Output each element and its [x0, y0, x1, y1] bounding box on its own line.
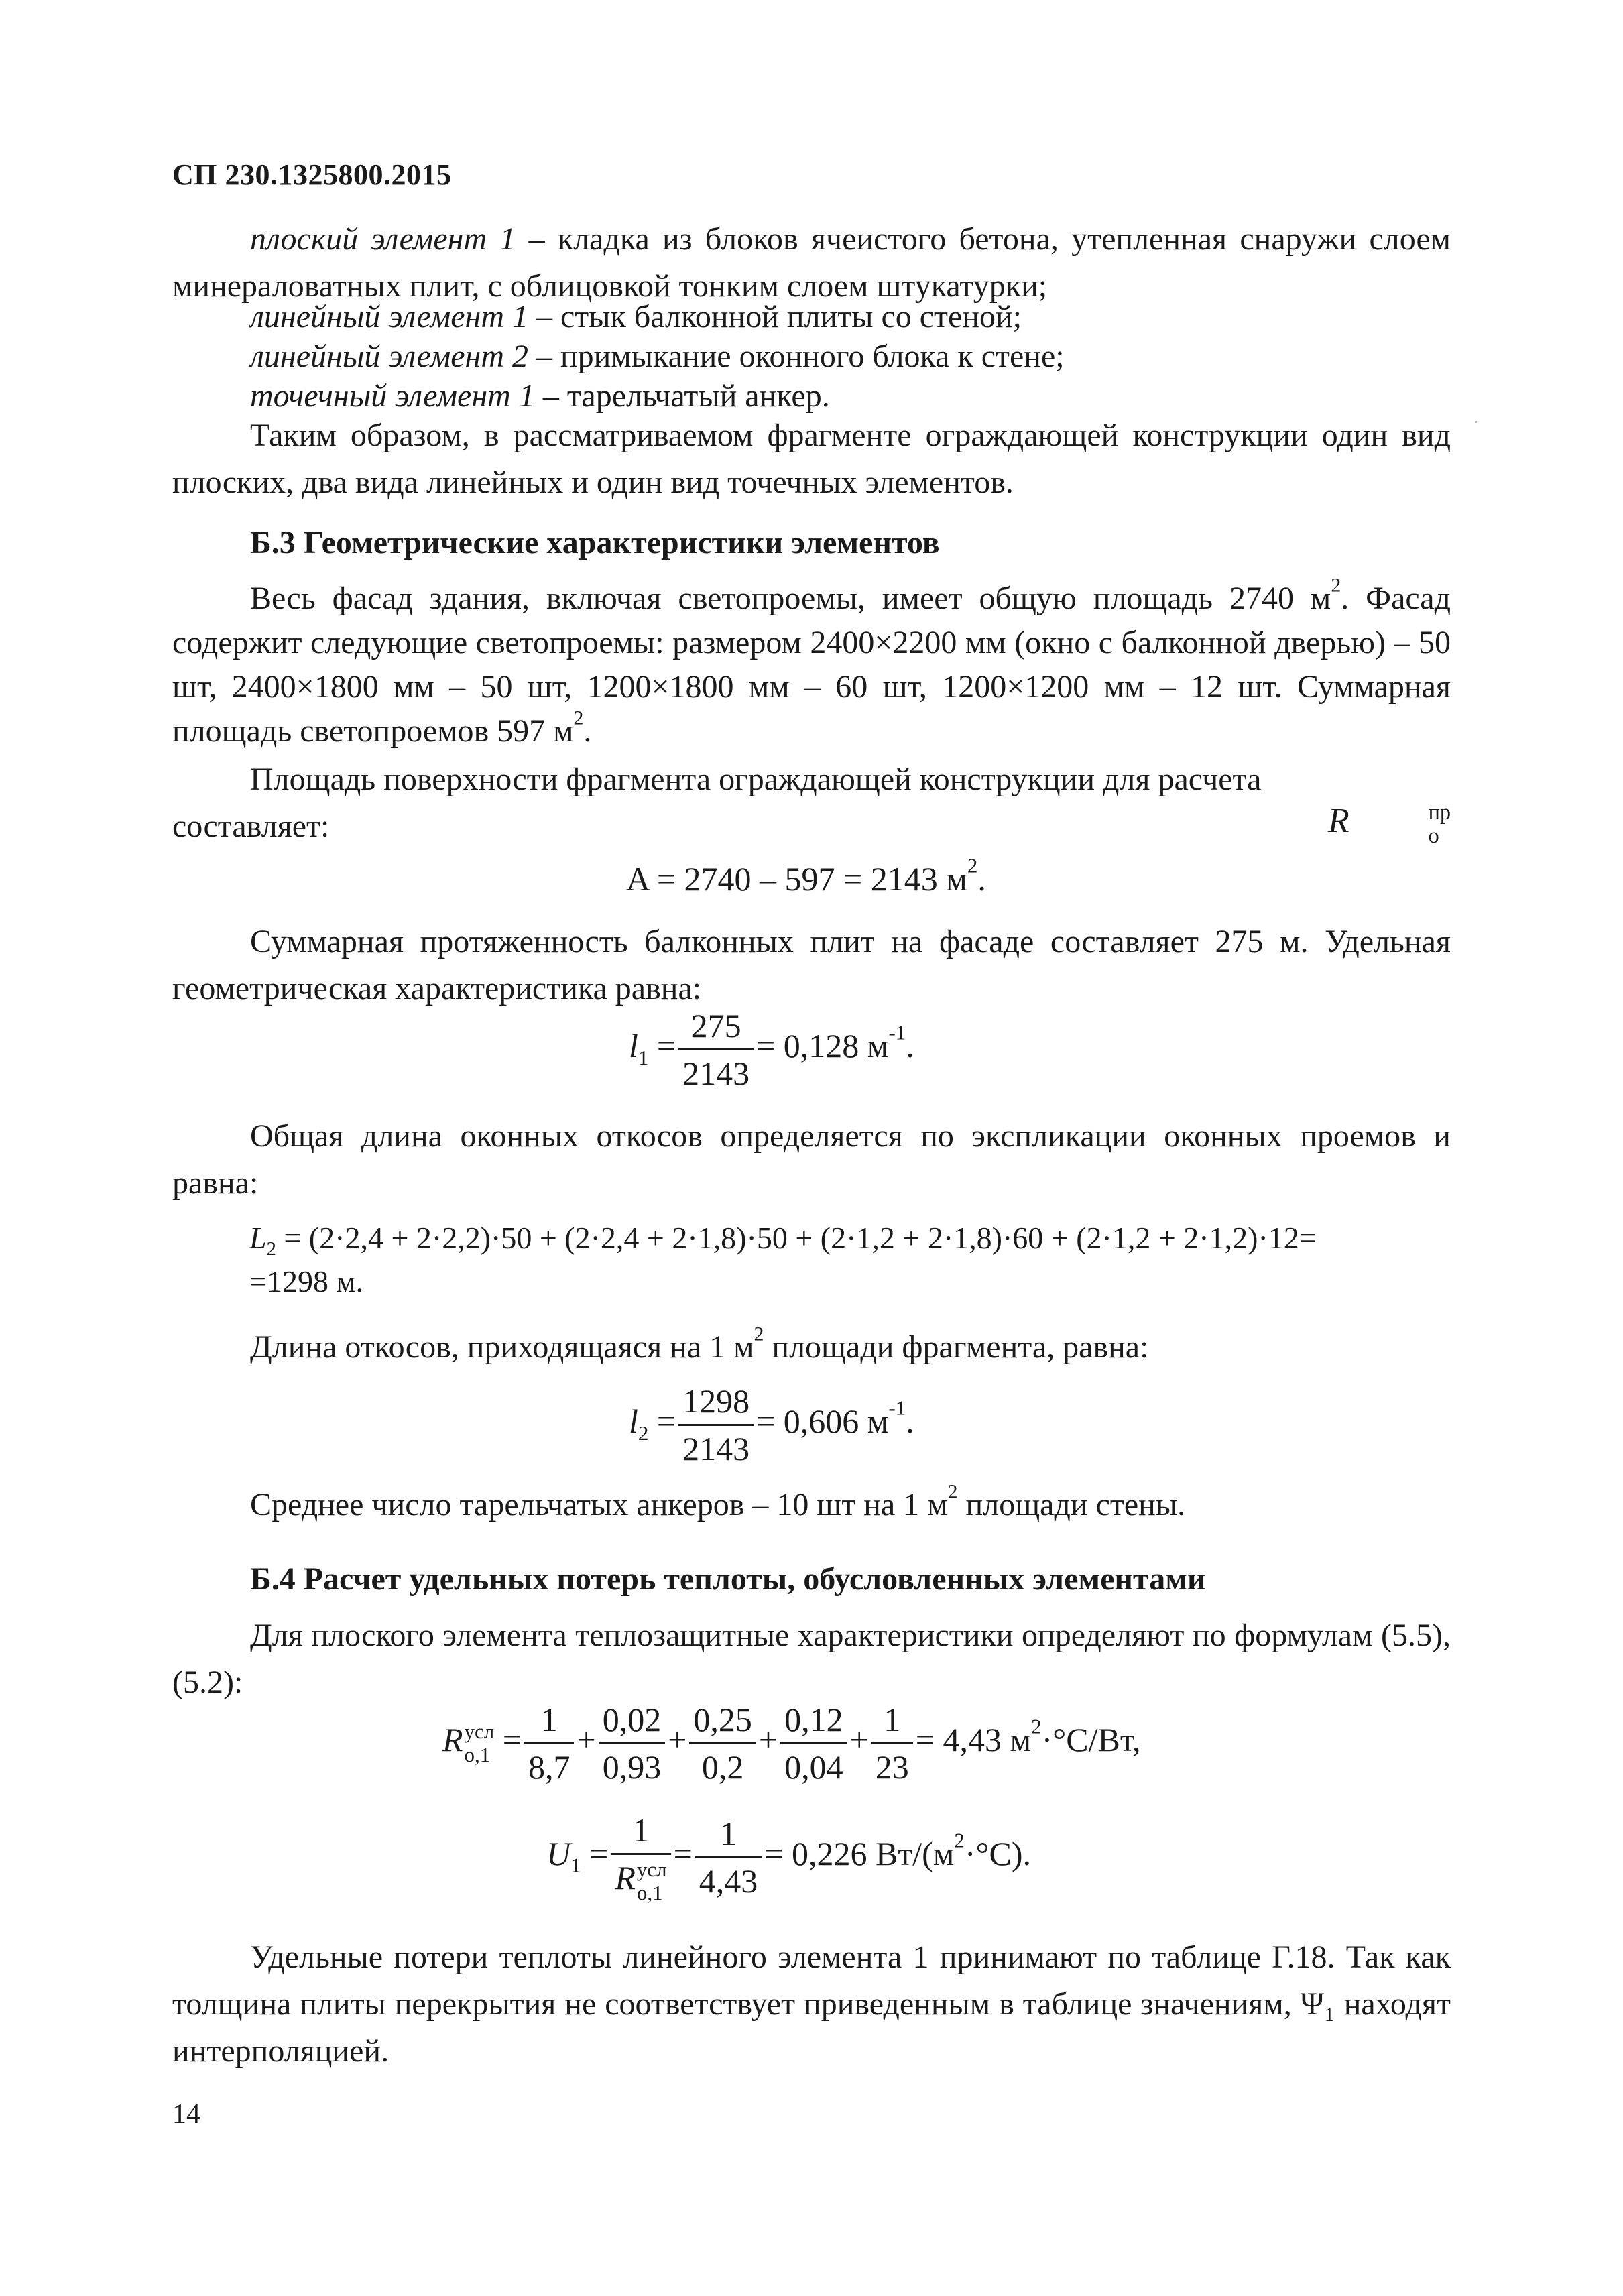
section-b3-heading: Б.3 Геометрические характеристики элементов [250, 525, 940, 560]
U-fraction-2: $\frac{1}{4,43}$ [695, 1813, 762, 1901]
R-fraction-3: $\frac{0,25}{0,2}$ [689, 1699, 756, 1787]
formula-U: $U_1$ = 1 R усл о,1 = $\frac{1}{4,43}$ = 0,226 $Вт/(м^2\cdot^\circ С)$. [546, 1811, 1032, 1905]
R-fraction-5: $\frac{1}{23}$ [871, 1699, 913, 1787]
flat-element-text: – кладка из блоков ячеистого бетона, утепленная снаружи слоем минераловатных плит, с облицовкой тонким слоем штукатурки; [172, 221, 1451, 304]
summary-paragraph: Таким образом, в рассматриваемом фрагменте ограждающей конструкции один вид плоских, два вида линейных и один вид точечных элементов. [172, 418, 1451, 500]
l2-fraction: $\frac{1298}{2143}$ [678, 1381, 754, 1469]
area-paragraph: Площадь поверхности фрагмента ограждающей конструкции для расчета R пр о составляет: [172, 762, 1451, 848]
R-fraction-4: $\frac{0,12}{0,04}$ [780, 1699, 847, 1787]
U-fraction-1: 1 R усл о,1 [611, 1810, 670, 1905]
l1-fraction: $\frac{275}{2143}$ [678, 1006, 754, 1093]
scan-speck [1475, 421, 1477, 423]
R-fraction-2: $\frac{0,02}{0,93}$ [599, 1699, 666, 1787]
R-fraction-1: $\frac{1}{8,7}$ [524, 1699, 575, 1787]
linear-element-1-text: – стык балконной плиты со стеной; [528, 299, 1022, 335]
formula-l1: $l_1$ = $\frac{275}{2143}$ = 0,128 $м^{-1}$. [629, 1007, 914, 1092]
formula-R: R усл о,1 = $\frac{1}{8,7}$ + $\frac{0,02}{0,93}$ + $\frac{0,25}{0,2}$ + $\frac{0,12}{0,04}$ + $\frac{1}{23}$ = 4,43 $м^2\cdot^\circ С/Вт$, [442, 1701, 1141, 1786]
formula-area: A = 2740 – 597 = 2143 $м^2$. [626, 853, 986, 898]
point-element-1-text: – тарельчатый анкер. [534, 378, 830, 414]
linear-element-2-text: – примыкание оконного блока к стене; [528, 339, 1065, 374]
linear-loss-paragraph: Удельные потери теплоты линейного элемента 1 принимают по таблице Г.18. Так как толщина плиты перекрытия не соответствует приведенным в таблице значениям, Ψ₁ находят интерполяцией. [172, 1939, 1451, 2069]
document-header: СП 230.1325800.2015 [172, 158, 452, 191]
page-number: 14 [172, 2099, 200, 2130]
formula-L2-line1: $L_2 = (2\cdot 2,4 + 2\cdot 2,2)\cdot 50 + (2\cdot 2,4 + 2\cdot 1,8)\cdot 50 + (2\cdot 1,2 + 2\cdot 1,8)\cdot 60 + (2\cdot 1,2 + 2\cdot 1,2)\cdot 12=$ [249, 1221, 1317, 1260]
flat-formula-paragraph: Для плоского элемента теплозащитные характеристики определяют по формулам (5.5), (5.2): [172, 1618, 1451, 1700]
R-symbol: R пр о [1327, 799, 1451, 848]
balcony-paragraph: Суммарная протяженность балконных плит на фасаде составляет 275 м. Удельная геометрическая характеристика равна: [172, 924, 1451, 1006]
anchors-paragraph: Среднее число тарельчатых анкеров – 10 шт на 1 $м^2$ площади стены. [250, 1480, 1186, 1522]
linear-element-1-label: линейный элемент 1 [250, 299, 528, 335]
slope-length-paragraph: Длина откосов, приходящаяся на 1 $м^2$ площади фрагмента, равна: [250, 1323, 1149, 1365]
linear-element-2-label: линейный элемент 2 [250, 339, 528, 374]
formula-l2: $l_2$ = $\frac{1298}{2143}$ = 0,606 $м^{-1}$. [629, 1382, 914, 1467]
facade-paragraph: Весь фасад здания, включая светопроемы, имеет общую площадь 2740 $м^2$. Фасад содержит следующие светопроемы: размером 2400×2200 мм (окно с балконной дверью) – 50 шт, 2400×1800 мм – 50 шт, 1200×1800 мм – 60 шт, 1200×1200 мм – 12 шт. Суммарная площадь светопроемов 597 $м^2$. [172, 574, 1451, 749]
point-element-1-label: точечный элемент 1 [250, 378, 535, 414]
flat-element-label: плоский элемент 1 [250, 221, 516, 257]
formula-L2-line2: =1298 м. [249, 1264, 364, 1298]
section-b4-heading: Б.4 Расчет удельных потерь теплоты, обусловленных элементами [250, 1561, 1206, 1597]
slopes-paragraph: Общая длина оконных откосов определяется по экспликации оконных проемов и равна: [172, 1118, 1451, 1201]
